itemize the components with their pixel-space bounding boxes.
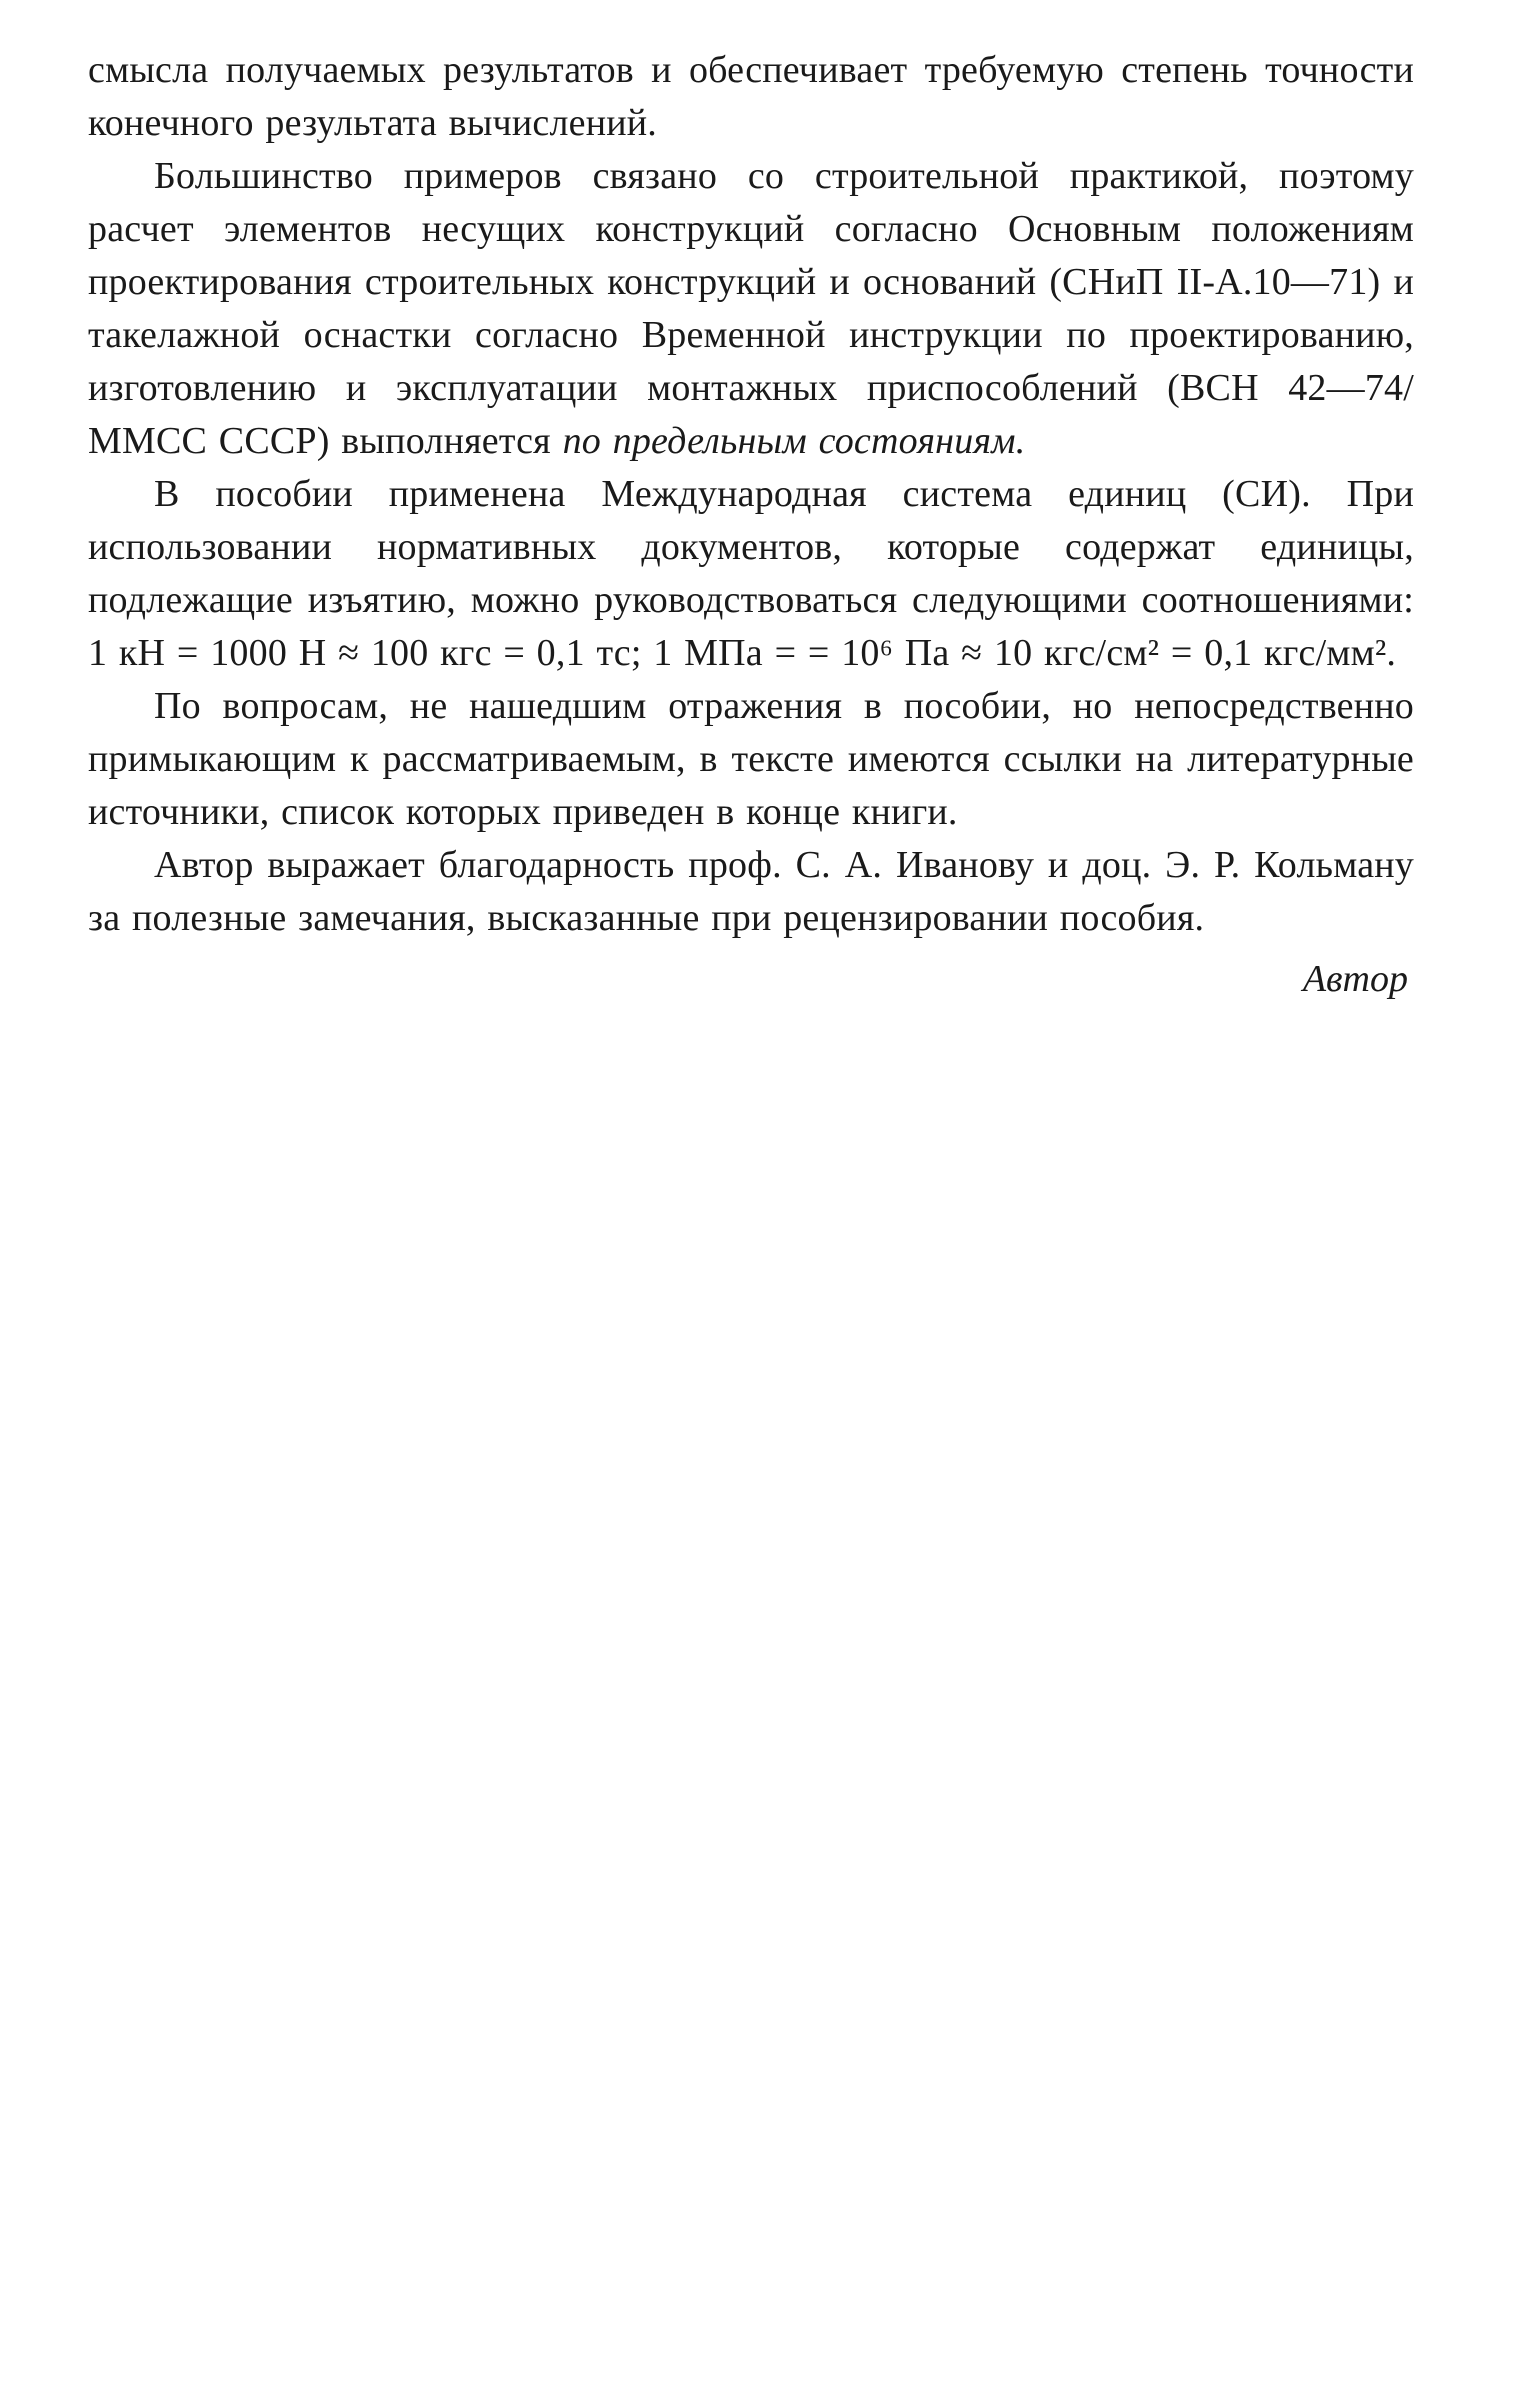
- paragraph-references: [88, 680, 1414, 839]
- paragraph-units: [88, 468, 1414, 680]
- paragraph-acknowledgement: [88, 839, 1414, 945]
- page-body: [88, 44, 1414, 1006]
- paragraph-emphasis: по предельным состояниям.: [562, 420, 1026, 462]
- paragraph-examples: [88, 150, 1414, 468]
- paragraph-text: Большинство примеров связано со строительной практикой, поэтому расчет элементов несущих конструкций согласно Основным положениям проектирования строительных конструкций и оснований (СНиП II-А.10—71) и такелажной оснастки согласно Временной инструкции по проектированию, изготовлению и эксплуатации монтажных приспособлений (ВСН 42—74/ММСС СССР) выполняется: [88, 155, 1414, 462]
- paragraph-text: смысла получаемых результатов и обеспечивает требуемую степень точности конечного результата вычислений.: [88, 49, 1414, 144]
- paragraph-text: В пособии применена Международная система единиц (СИ). При использовании нормативных документов, которые содержат единицы, подлежащие изъятию, можно руководствоваться следующими соотношениями: 1 кН = 1000 Н ≈ 100 кгс = 0,1 тс; 1 МПа = = 10⁶ Па ≈ 10 кгс/см² = 0,1 кгс/мм².: [88, 473, 1414, 674]
- paragraph-text: По вопросам, не нашедшим отражения в пособии, но непосредственно примыкающим к рассматриваемым, в тексте имеются ссылки на литературные источники, список которых приведен в конце книги.: [88, 685, 1414, 833]
- author-signature: Автор: [1302, 958, 1408, 1000]
- paragraph-text: Автор выражает благодарность проф. С. А. Иванову и доц. Э. Р. Кольману за полезные замечания, высказанные при рецензировании пособия.: [88, 844, 1414, 939]
- paragraph-continuation: [88, 44, 1414, 150]
